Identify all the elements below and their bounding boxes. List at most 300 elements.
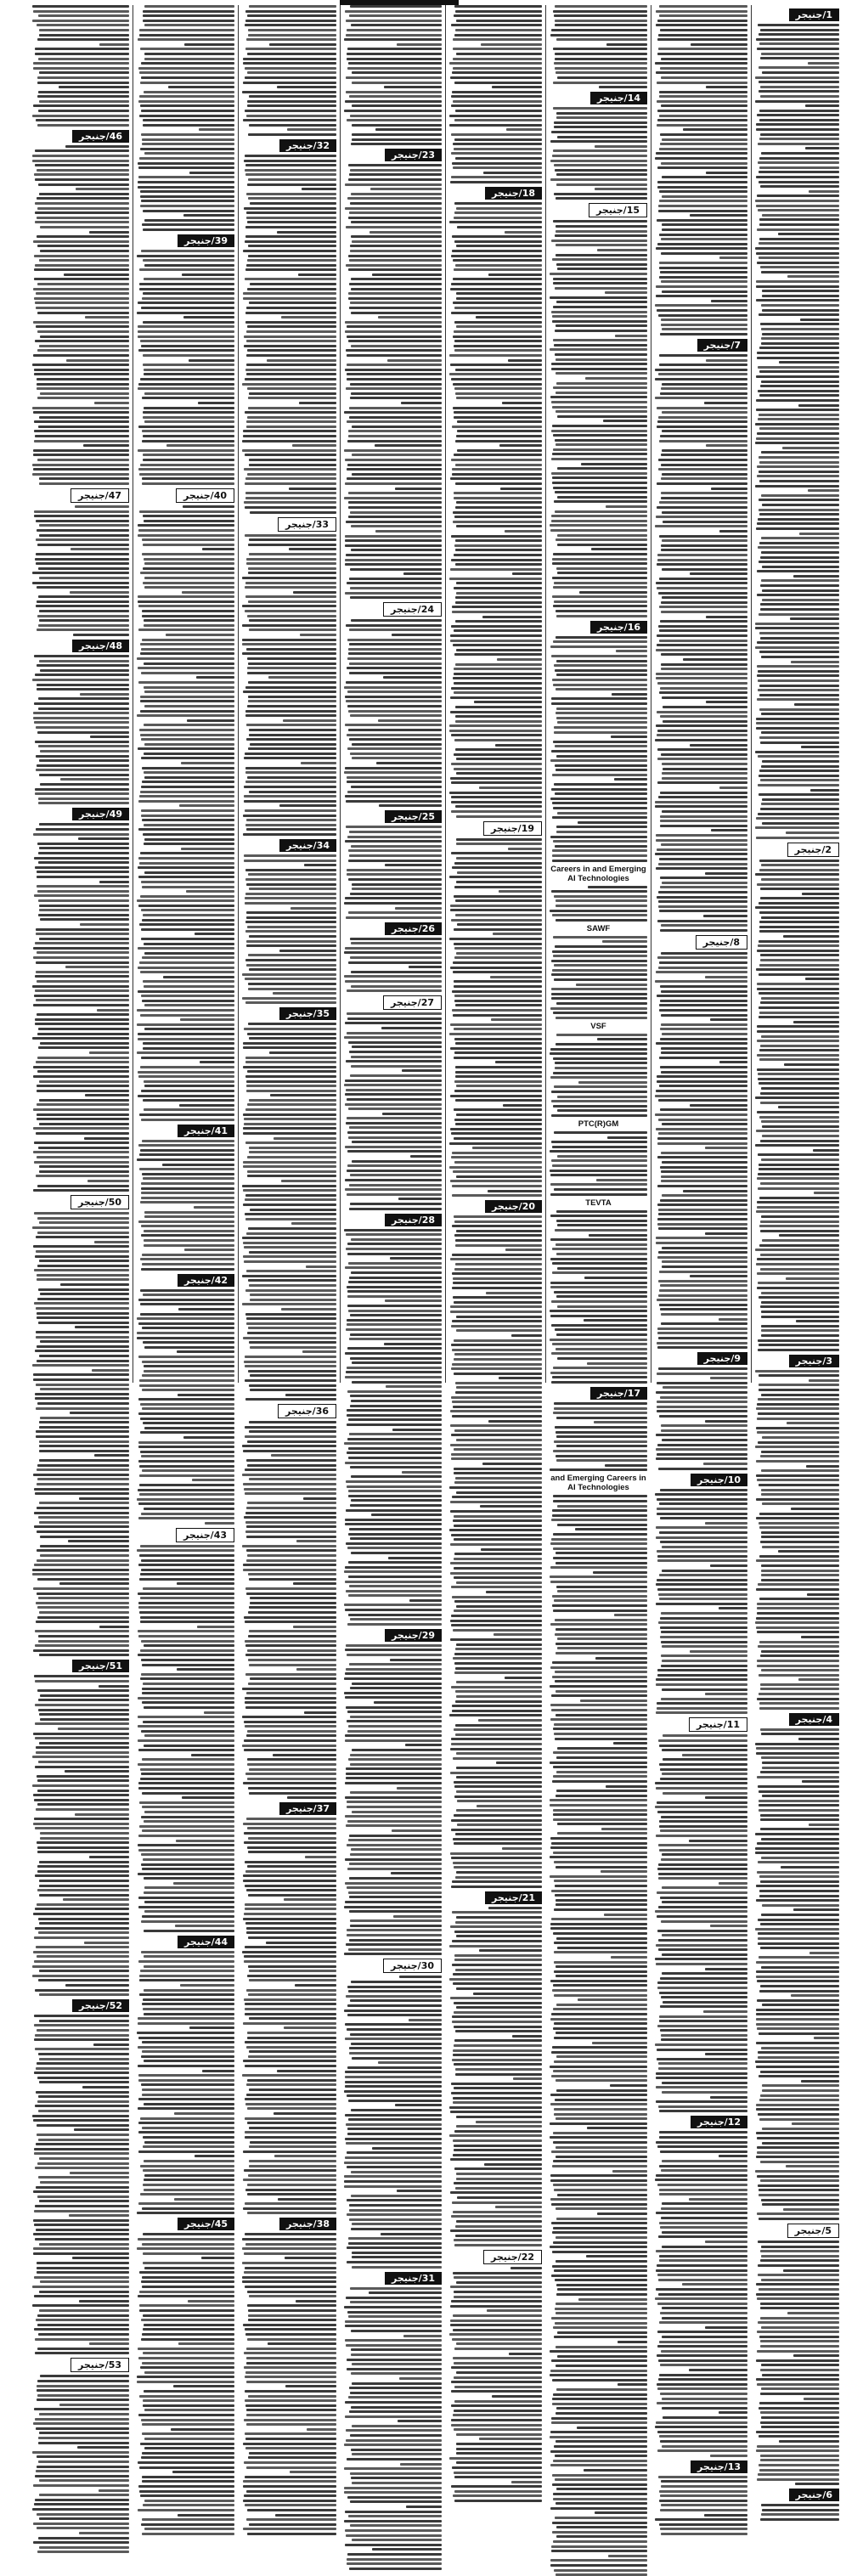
text-line: [138, 1787, 234, 1790]
text-line: [138, 2202, 234, 2205]
text-line: [761, 328, 839, 330]
text-line: [349, 283, 442, 285]
text-line: [346, 554, 442, 556]
text-line: [453, 48, 542, 50]
text-line: [779, 1234, 839, 1237]
text-line: [243, 1165, 336, 1168]
text-line: [246, 2094, 336, 2096]
text-line: [755, 2170, 839, 2173]
text-line: [143, 20, 234, 22]
text-line: [38, 1322, 129, 1324]
text-line: [242, 383, 336, 386]
text-line: [33, 454, 129, 456]
text-line: [661, 1631, 747, 1633]
text-line: [245, 369, 336, 371]
text-line: [659, 1849, 747, 1852]
text-line: [705, 1968, 747, 1970]
text-line: [755, 1096, 839, 1099]
text-line: [345, 2023, 442, 2026]
text-line: [456, 1681, 542, 1683]
text-line: [36, 1331, 129, 1333]
text-line: [757, 988, 839, 990]
text-line: [656, 2141, 747, 2144]
text-line: [247, 1865, 336, 1868]
text-line: [349, 307, 442, 309]
text-line: [347, 2094, 442, 2097]
text-line: [556, 225, 647, 228]
text-line: [347, 836, 442, 838]
text-line: [247, 2032, 336, 2034]
text-line: [659, 606, 747, 608]
text-line: [553, 2070, 647, 2072]
text-line: [245, 2098, 336, 2100]
text-line: [36, 553, 129, 555]
text-line: [550, 2436, 647, 2438]
text-line: [550, 2179, 647, 2182]
text-line: [347, 1290, 442, 1293]
text-line: [248, 983, 336, 985]
text-line: [456, 582, 542, 584]
text-line: [299, 402, 336, 404]
text-line: [247, 2212, 336, 2214]
text-line: [139, 473, 234, 476]
text-line: [37, 684, 129, 686]
text-line: [659, 1763, 747, 1766]
ad-number-label: 11/جنیجر: [689, 1717, 747, 1732]
text-line: [35, 1874, 129, 1877]
text-line: [553, 1557, 647, 1559]
text-line: [349, 1338, 442, 1340]
text-line: [350, 2434, 442, 2437]
text-line: [454, 1468, 542, 1470]
text-line: [578, 2298, 647, 2301]
text-line: [38, 1147, 129, 1149]
text-line: [140, 572, 234, 574]
text-line: [557, 76, 647, 79]
text-line: [141, 1569, 234, 1571]
ad-number-heading: [137, 1936, 234, 1948]
text-line: [346, 1480, 442, 1483]
text-line: [143, 544, 234, 546]
text-line: [345, 1672, 442, 1675]
text-line: [144, 1644, 234, 1647]
text-line: [243, 62, 336, 65]
text-line: [139, 1379, 234, 1382]
text-line: [345, 840, 442, 843]
ad-number-heading: [242, 1802, 336, 1815]
text-line: [245, 1492, 336, 1495]
text-line: [756, 205, 839, 207]
text-line: [38, 707, 129, 710]
text-line: [37, 586, 129, 589]
text-line: [137, 714, 234, 717]
text-line: [660, 792, 747, 794]
text-line: [453, 2357, 542, 2359]
text-line: [663, 2416, 747, 2419]
text-line: [662, 1934, 747, 1936]
text-line: [454, 202, 542, 205]
text-line: [454, 2011, 542, 2014]
text-line: [454, 587, 542, 589]
text-line: [347, 2028, 442, 2031]
text-line: [660, 1166, 747, 1169]
text-line: [552, 1595, 647, 1598]
text-line: [350, 245, 442, 247]
text-line: [657, 1332, 747, 1334]
text-line: [556, 615, 647, 617]
text-line: [662, 772, 747, 775]
text-line: [453, 143, 542, 145]
text-line: [142, 2518, 234, 2521]
text-line: [249, 729, 336, 731]
text-line: [658, 1593, 747, 1596]
text-line: [244, 1721, 336, 1723]
text-line: [551, 1300, 647, 1303]
text-line: [552, 1661, 647, 1664]
text-line: [397, 43, 442, 46]
text-line: [244, 2169, 336, 2172]
text-line: [246, 193, 336, 195]
ad-number-label: 24/جنیجر: [383, 602, 442, 617]
text-line: [245, 1426, 336, 1429]
text-line: [346, 1328, 442, 1331]
text-line: [552, 854, 647, 857]
text-line: [139, 1474, 234, 1477]
text-line: [557, 2331, 647, 2334]
text-line: [143, 2262, 234, 2264]
text-line: [658, 2293, 747, 2296]
ad-number-label: 48/جنیجر: [72, 640, 129, 652]
text-line: [554, 1402, 647, 1405]
text-line: [243, 292, 336, 295]
text-line: [757, 432, 839, 435]
text-line: [454, 1553, 542, 1555]
text-line: [661, 668, 747, 670]
text-line: [143, 2504, 234, 2506]
text-line: [348, 1990, 442, 1993]
text-line: [352, 1046, 442, 1048]
text-line: [246, 1085, 336, 1087]
text-line: [345, 1462, 442, 1464]
text-line: [306, 1265, 336, 1268]
text-line: [453, 971, 542, 973]
text-line: [454, 2167, 542, 2170]
text-line: [660, 929, 747, 932]
text-line: [32, 1037, 129, 1040]
text-line: [181, 848, 234, 850]
text-line: [35, 164, 129, 166]
ad-number-heading: [242, 1404, 336, 1418]
text-line: [242, 1474, 336, 1476]
text-line: [553, 936, 647, 939]
text-line: [35, 2238, 129, 2241]
text-line: [760, 1923, 839, 1925]
text-line: [37, 2398, 129, 2401]
text-line: [451, 763, 542, 765]
text-line: [34, 278, 129, 280]
text-line: [346, 800, 442, 803]
text-line: [660, 825, 747, 827]
text-line: [37, 1090, 129, 1092]
text-line: [454, 2130, 542, 2133]
text-line: [142, 2276, 234, 2279]
text-line: [456, 1491, 542, 1494]
text-line: [144, 1028, 234, 1030]
text-line: [352, 1749, 442, 1751]
text-line: [659, 2435, 747, 2438]
text-line: [662, 2091, 747, 2094]
text-line: [760, 954, 839, 956]
text-line: [555, 669, 647, 672]
text-line: [757, 2146, 839, 2149]
text-line: [140, 2193, 234, 2196]
text-line: [347, 48, 442, 50]
text-line: [34, 2295, 129, 2297]
text-line: [661, 1920, 747, 1923]
text-line: [658, 1939, 747, 1942]
text-line: [453, 1657, 542, 1660]
text-line: [347, 2261, 442, 2263]
text-line: [454, 2386, 542, 2388]
text-line: [245, 2136, 336, 2139]
text-line: [346, 91, 442, 93]
text-line: [659, 2136, 747, 2139]
text-line: [554, 2445, 647, 2448]
text-line: [347, 1323, 442, 1326]
text-line: [34, 255, 129, 257]
text-line: [59, 1582, 129, 1585]
text-line: [758, 1349, 839, 1351]
text-line: [345, 330, 442, 333]
text-line: [249, 5, 336, 8]
text-line: [758, 418, 839, 420]
text-line: [657, 1550, 747, 1553]
text-line: [349, 1910, 442, 1913]
ad-number-heading: [32, 130, 129, 143]
text-line: [32, 473, 129, 476]
text-line: [140, 82, 234, 84]
text-line: [551, 997, 647, 1000]
text-line: [662, 2336, 747, 2338]
text-line: [245, 1521, 336, 1524]
text-line: [138, 1075, 234, 1078]
text-line: [141, 2419, 234, 2421]
text-line: [349, 259, 442, 262]
text-line: [143, 1294, 234, 1296]
text-line: [657, 1868, 747, 1870]
text-line: [278, 2198, 336, 2201]
text-line: [758, 143, 839, 145]
text-line: [36, 1175, 129, 1177]
text-line: [456, 1605, 542, 1608]
text-line: [761, 713, 839, 715]
ad-number-heading: [344, 602, 442, 617]
text-line: [762, 1904, 839, 1907]
text-line: [705, 872, 747, 875]
text-line: [351, 985, 442, 988]
text-line: [759, 347, 839, 349]
text-line: [551, 1381, 647, 1384]
text-line: [760, 185, 839, 188]
text-line: [144, 624, 234, 627]
text-line: [247, 1763, 336, 1766]
text-line: [662, 1194, 747, 1197]
text-line: [345, 1566, 442, 1569]
text-line: [449, 1142, 542, 1145]
text-line: [710, 2455, 747, 2457]
text-line: [454, 2410, 542, 2412]
text-line: [32, 2508, 129, 2511]
text-line: [37, 1057, 129, 1059]
text-line: [555, 2517, 647, 2519]
text-line: [74, 2128, 129, 2131]
text-line: [142, 2094, 234, 2096]
text-line: [245, 824, 336, 826]
text-line: [662, 223, 747, 226]
text-line: [553, 1813, 647, 1816]
text-line: [35, 741, 129, 743]
text-line: [35, 1908, 129, 1910]
text-line: [348, 501, 442, 504]
text-line: [556, 1690, 647, 1693]
text-line: [554, 1951, 647, 1953]
text-line: [352, 2539, 442, 2541]
text-line: [141, 250, 234, 252]
text-line: [755, 1847, 839, 1850]
text-line: [250, 202, 336, 205]
text-line: [291, 1222, 336, 1225]
text-line: [451, 2215, 542, 2218]
text-line: [659, 1004, 747, 1006]
text-line: [759, 166, 839, 169]
text-line: [401, 402, 442, 404]
text-line: [451, 1453, 542, 1456]
text-line: [242, 1237, 336, 1239]
text-line: [758, 679, 839, 682]
text-line: [34, 1936, 129, 1939]
text-line: [37, 885, 129, 888]
text-line: [37, 1846, 129, 1849]
text-line: [762, 798, 839, 801]
text-line: [39, 29, 129, 31]
text-line: [245, 1198, 336, 1201]
text-line: [35, 2205, 129, 2207]
text-line: [557, 1505, 647, 1508]
text-line: [554, 1085, 647, 1088]
text-line: [657, 1075, 747, 1078]
text-line: [455, 1667, 542, 1670]
text-line: [34, 510, 129, 513]
text-line: [759, 1244, 839, 1247]
text-line: [349, 1277, 442, 1279]
text-line: [585, 377, 647, 380]
text-line: [68, 1540, 129, 1542]
text-line: [656, 1711, 747, 1714]
text-line: [244, 1841, 336, 1844]
text-line: [350, 1754, 442, 1756]
text-line: [39, 1880, 129, 1882]
text-line: [250, 2141, 336, 2144]
text-line: [762, 1795, 839, 1797]
text-line: [762, 822, 839, 825]
ad-number-label: 13/جنیجر: [691, 2460, 747, 2473]
text-line: [658, 416, 747, 419]
text-line: [242, 2238, 336, 2241]
text-line: [551, 2222, 647, 2224]
text-line: [137, 2381, 234, 2383]
text-line: [347, 1934, 442, 1936]
text-line: [348, 1948, 442, 1951]
text-line: [245, 2041, 336, 2043]
text-line: [450, 181, 542, 183]
text-line: [245, 2476, 336, 2478]
text-line: [454, 682, 542, 685]
text-line: [663, 706, 747, 708]
text-line: [454, 2291, 542, 2293]
ad-number-heading: [32, 1999, 129, 2012]
text-line: [246, 2046, 336, 2049]
text-line: [658, 314, 747, 317]
text-line: [144, 373, 234, 375]
text-line: [453, 2494, 542, 2497]
ad-number-label: 18/جنیجر: [485, 187, 542, 200]
text-line: [450, 1562, 542, 1564]
text-line: [761, 1564, 839, 1567]
text-line: [455, 1921, 542, 1924]
text-line: [38, 14, 129, 17]
text-line: [245, 1365, 336, 1367]
text-line: [350, 1618, 442, 1621]
text-line: [38, 2053, 129, 2055]
text-line: [454, 1472, 542, 1474]
text-line: [246, 115, 336, 117]
text-line: [350, 2392, 442, 2394]
text-line: [143, 1721, 234, 1723]
text-line: [37, 2029, 129, 2032]
text-line: [454, 1353, 542, 1356]
text-line: [247, 1464, 336, 1467]
text-line: [552, 558, 647, 561]
text-line: [556, 1210, 647, 1213]
text-line: [243, 2528, 336, 2530]
text-line: [245, 2390, 336, 2393]
text-line: [557, 1823, 647, 1825]
text-line: [138, 349, 234, 352]
text-line: [245, 710, 336, 713]
text-line: [661, 1051, 747, 1054]
text-line: [556, 567, 647, 570]
text-line: [554, 2269, 647, 2272]
text-line: [40, 1837, 129, 1840]
text-line: [552, 2379, 647, 2382]
text-line: [346, 1248, 442, 1250]
text-line: [36, 2186, 129, 2189]
text-line: [142, 553, 234, 555]
text-line: [344, 110, 442, 112]
text-line: [245, 2013, 336, 2015]
text-line: [347, 1131, 442, 1134]
text-line: [455, 10, 542, 13]
text-line: [655, 2518, 747, 2521]
text-line: [144, 2060, 234, 2062]
text-line: [758, 2051, 839, 2054]
text-line: [144, 2267, 234, 2269]
text-line: [556, 769, 647, 771]
text-line: [452, 1496, 542, 1498]
text-line: [759, 66, 839, 69]
text-line: [138, 2107, 234, 2110]
text-line: [37, 2196, 129, 2198]
